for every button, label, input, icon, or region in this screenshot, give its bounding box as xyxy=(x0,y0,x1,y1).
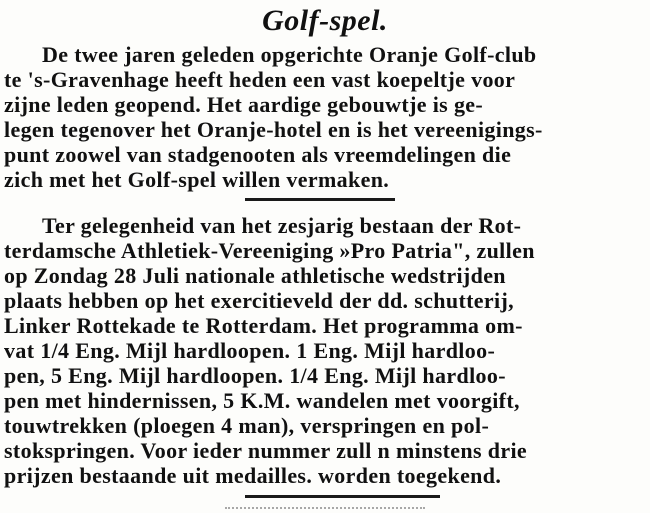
text-line: touwtrekken (ploegen 4 man), verspringen en pol- xyxy=(4,413,490,438)
golf-paragraph xyxy=(0,42,650,192)
text-line: terdamsche Athletiek-Vereeniging »Pro Patria", zullen xyxy=(4,238,535,263)
text-line: stokspringen. Voor ieder nummer zull n minstens drie xyxy=(4,438,528,463)
text-line: prijzen bestaande uit medailles. worden toegekend. xyxy=(4,463,502,488)
text-line: zijne leden geopend. Het aardige gebouwtje is ge- xyxy=(4,92,484,117)
text-line: Ter gelegenheid van het zesjarig bestaan der Rot- xyxy=(42,213,522,238)
text-line: punt zoowel van stadgenooten als vreemdelingen die xyxy=(4,142,512,167)
article-title: Golf-spel. xyxy=(262,4,388,37)
text-line: vat 1/4 Eng. Mijl hardloopen. 1 Eng. Mijl hardloo- xyxy=(4,338,496,363)
cut-off-next-line xyxy=(225,507,425,509)
text-line: Linker Rottekade te Rotterdam. Het programma om- xyxy=(4,313,523,338)
text-line: pen, 5 Eng. Mijl hardloopen. 1/4 Eng. Mijl hardloo- xyxy=(4,363,506,388)
text-line: te 's-Gravenhage heeft heden een vast koepeltje voor xyxy=(4,67,516,92)
text-line: legen tegenover het Oranje-hotel en is het vereenigings- xyxy=(4,117,543,142)
text-line: op Zondag 28 Juli nationale athletische wedstrijden xyxy=(4,263,506,288)
text-line: plaats hebben op het exercitieveld der dd. schutterij, xyxy=(4,288,515,313)
section-divider xyxy=(245,495,440,498)
text-line: pen met hindernissen, 5 K.M. wandelen met voorgift, xyxy=(4,388,520,413)
section-divider xyxy=(245,198,395,201)
athletics-paragraph xyxy=(0,213,650,488)
text-line: zich met het Golf-spel willen vermaken. xyxy=(4,167,390,192)
text-line: De twee jaren geleden opgerichte Oranje Golf-club xyxy=(42,42,537,67)
